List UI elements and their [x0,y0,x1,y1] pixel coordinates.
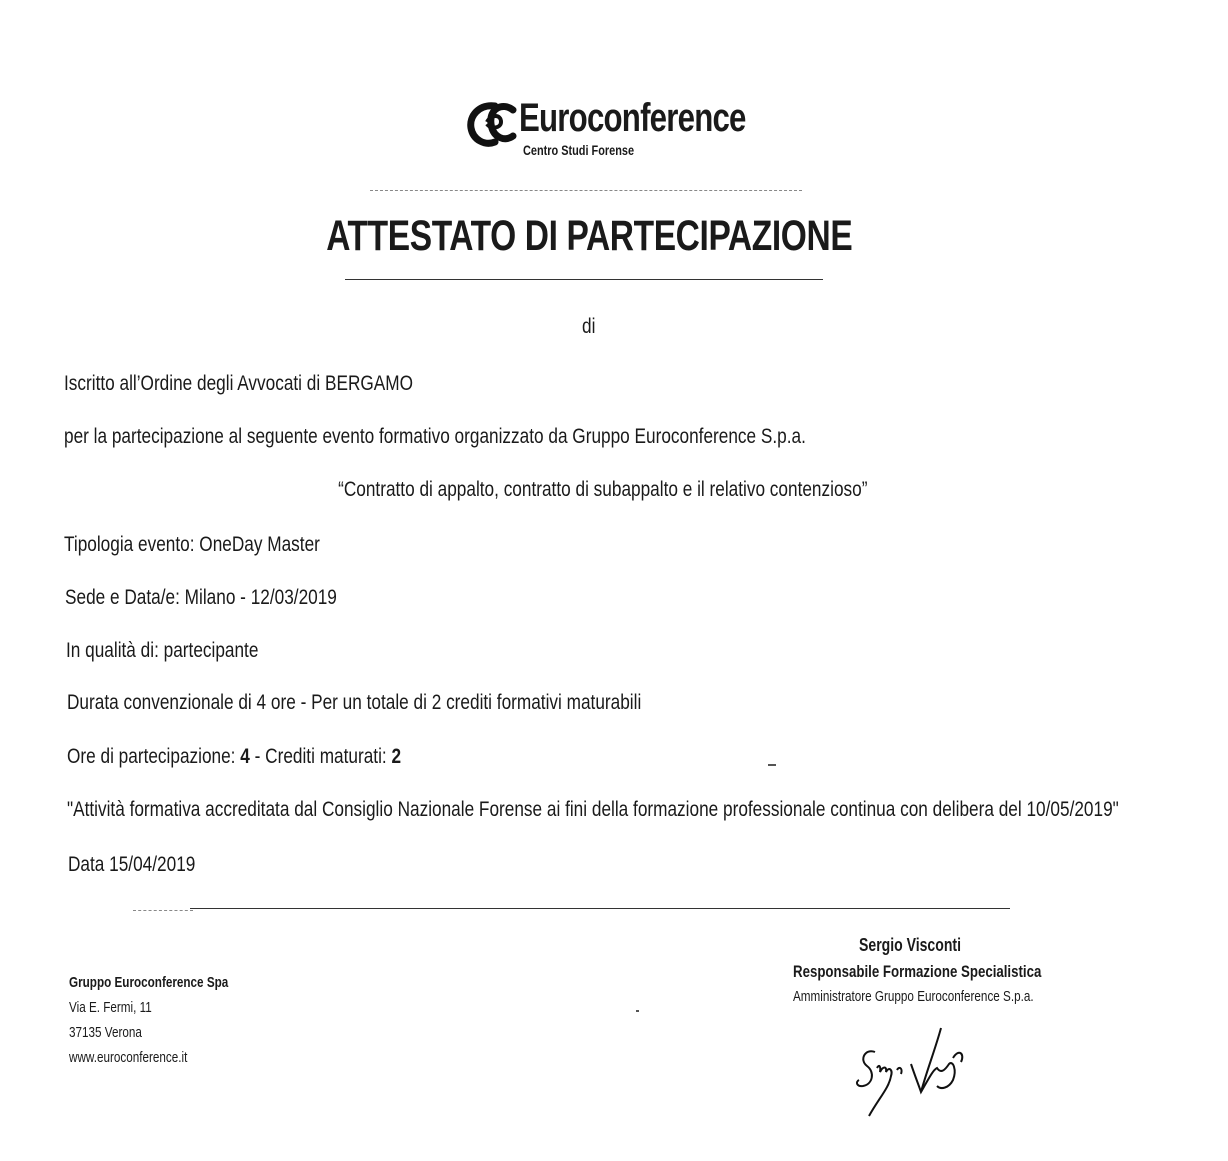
footer-rule [190,908,1010,909]
date-line: Data 15/04/2019 [68,853,196,876]
document-title: ATTESTATO DI PARTECIPAZIONE [325,212,853,260]
title-bottom-rule [345,279,823,280]
event-type-line: Tipologia evento: OneDay Master [64,533,320,556]
footer-rule-left [133,910,193,911]
event-title: “Contratto di appalto, contratto di subappalto e il relativo contenzioso” [338,478,868,501]
role-line: In qualità di: partecipante [66,639,259,662]
di-text: di [582,315,596,338]
company-website: www.euroconference.it [69,1049,188,1066]
company-info [69,970,273,1070]
signatory-role: Responsabile Formazione Specialistica [793,962,1042,981]
company-name: Gruppo Euroconference Spa [69,974,229,991]
signatory-org: Amministratore Gruppo Euroconference S.p.a. [793,988,1034,1005]
company-city: 37135 Verona [69,1024,142,1041]
credits-prefix: - Crediti maturati: [249,745,392,768]
scan-speck [636,1010,639,1012]
logo-subtitle: Centro Studi Forense [523,142,635,158]
duration-line: Durata convenzionale di 4 ore - Per un totale di 2 crediti formativi maturabili [67,691,642,714]
title-top-rule [370,190,802,191]
handwritten-signature [845,1020,980,1120]
logo-wordmark: Euroconference [519,96,746,140]
registration-line: Iscritto all’Ordine degli Avvocati di BERGAMO [64,372,413,395]
euroconference-logo [465,92,746,162]
credits-value: 2 [391,745,402,768]
scan-speck [768,764,776,766]
signatory-block [760,935,1060,1005]
hours-prefix: Ore di partecipazione: [67,745,241,768]
signatory-name: Sergio Visconti [859,935,961,955]
hours-credits-line [67,745,401,769]
participation-line: per la partecipazione al seguente evento formativo organizzato da Gruppo Euroconference S.p.a. [64,425,806,448]
accreditation-line: "Attività formativa accreditata dal Consiglio Nazionale Forense ai fini della formazione professionale continua con delibera del 10/05/2019" [67,798,1119,821]
venue-date-line: Sede e Data/e: Milano - 12/03/2019 [65,586,337,609]
hours-value: 4 [240,745,250,768]
ec-logo-icon [465,98,517,150]
company-address: Via E. Fermi, 11 [69,999,152,1016]
